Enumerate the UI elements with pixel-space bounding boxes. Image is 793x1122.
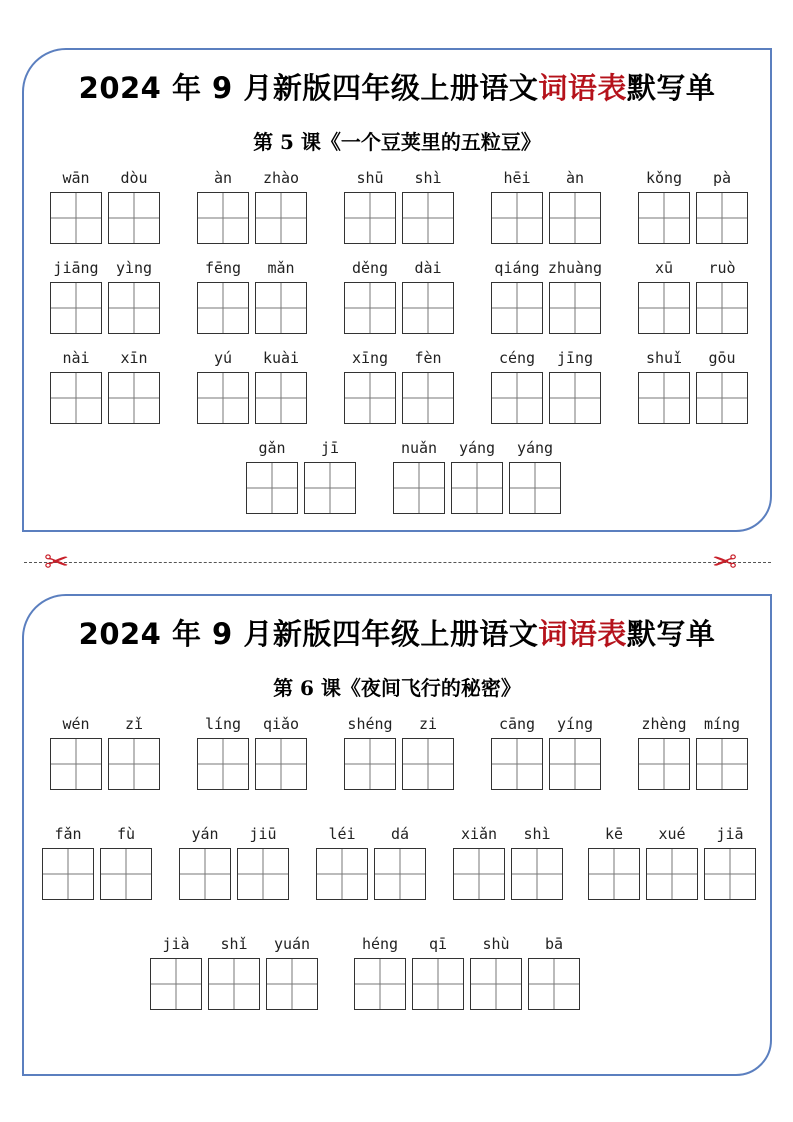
title-prefix: 2024 年 9 月新版四年级上册语文 [78,617,539,651]
character-cell [352,934,408,1010]
writing-box[interactable] [638,738,690,790]
character-cell [526,934,582,1010]
word-item [195,714,311,790]
pinyin-label: shéng [347,715,393,733]
writing-box[interactable] [696,282,748,334]
pinyin-label: dá [390,825,410,843]
pinyin-label: qiǎo [262,715,300,733]
writing-box[interactable] [197,372,249,424]
pinyin-label: dòu [120,169,148,187]
writing-box[interactable] [588,848,640,900]
character-cell [48,348,104,424]
word-item [489,714,605,790]
character-cell [509,824,565,900]
writing-box[interactable] [402,372,454,424]
character-cell [98,824,154,900]
writing-box[interactable] [393,462,445,514]
character-cell [235,824,291,900]
writing-box[interactable] [150,958,202,1010]
lesson-title: 第 5 课《一个豆荚里的五粒豆》 [253,130,541,154]
writing-box[interactable] [491,372,543,424]
character-cell [264,934,320,1010]
pinyin-label: yú [213,349,233,367]
character-cell [391,438,447,514]
pinyin-label: líng [204,715,242,733]
pinyin-label: qī [428,935,448,953]
word-item [489,258,605,334]
pinyin-label: àn [565,169,585,187]
word-item [342,714,458,790]
lesson-title: 第 6 课《夜间飞行的秘密》 [273,676,521,700]
word-item [489,168,605,244]
pinyin-label: àn [213,169,233,187]
pinyin-label: cāng [498,715,536,733]
character-cell [177,824,233,900]
writing-box[interactable] [638,192,690,244]
writing-box[interactable] [402,282,454,334]
title-highlight: 词语表 [538,617,627,651]
pinyin-label: qiáng [494,259,540,277]
word-item [177,824,293,900]
character-cell [400,258,456,334]
character-cell [253,714,309,790]
page-title [24,66,770,107]
pinyin-label: jīng [556,349,594,367]
word-item [48,714,164,790]
writing-box[interactable] [108,282,160,334]
pinyin-label: yán [191,825,219,843]
pinyin-label: fù [116,825,136,843]
writing-box[interactable] [511,848,563,900]
character-cell [507,438,563,514]
pinyin-label: yáng [516,439,554,457]
pinyin-label: dài [414,259,442,277]
word-item [636,714,752,790]
pinyin-label: zi [418,715,438,733]
writing-box[interactable] [266,958,318,1010]
character-cell [586,824,642,900]
character-cell [195,168,251,244]
pinyin-label: gǎn [258,439,286,457]
pinyin-label: zǐ [124,715,144,733]
writing-box[interactable] [646,848,698,900]
writing-box[interactable] [704,848,756,900]
character-cell [195,258,251,334]
pinyin-label: míng [703,715,741,733]
pinyin-label: shì [523,825,551,843]
worksheet-panel-lesson-5 [22,48,772,532]
pinyin-label: shǐ [220,935,248,953]
writing-box[interactable] [470,958,522,1010]
pinyin-label: pà [712,169,732,187]
word-item [586,824,760,900]
writing-box[interactable] [304,462,356,514]
character-cell [489,714,545,790]
pinyin-label: yíng [556,715,594,733]
writing-box[interactable] [402,738,454,790]
character-cell [195,348,251,424]
writing-box[interactable] [491,738,543,790]
pinyin-label: yìng [115,259,153,277]
pinyin-label: xū [654,259,674,277]
pinyin-label: nài [62,349,90,367]
title-suffix: 默写单 [626,617,716,651]
word-item [342,168,458,244]
writing-box[interactable] [549,738,601,790]
title-suffix: 默写单 [626,71,716,105]
character-cell [195,714,251,790]
word-item [636,168,752,244]
writing-box[interactable] [197,738,249,790]
character-cell [636,258,692,334]
pinyin-label: jiāng [53,259,99,277]
character-cell [244,438,300,514]
pinyin-label: jià [162,935,190,953]
writing-box[interactable] [197,282,249,334]
pinyin-label: xīn [120,349,148,367]
pinyin-label: xīng [351,349,389,367]
writing-box[interactable] [549,372,601,424]
character-cell [253,168,309,244]
writing-box[interactable] [638,282,690,334]
pinyin-label: hēi [503,169,531,187]
pinyin-label: ruò [708,259,736,277]
word-item [314,824,430,900]
pinyin-label: wān [62,169,90,187]
pinyin-label: jiā [716,825,744,843]
writing-box[interactable] [108,192,160,244]
writing-box[interactable] [179,848,231,900]
character-cell [468,934,524,1010]
writing-box[interactable] [696,738,748,790]
pinyin-label: xué [658,825,686,843]
pinyin-label: fēng [204,259,242,277]
pinyin-label: zhuàng [547,259,603,277]
pinyin-label: kē [604,825,624,843]
word-item [48,168,164,244]
writing-box[interactable] [491,282,543,334]
writing-box[interactable] [255,738,307,790]
word-item [489,348,605,424]
word-item [40,824,156,900]
pinyin-label: shì [414,169,442,187]
writing-box[interactable] [50,192,102,244]
writing-box[interactable] [208,958,260,1010]
character-cell [694,258,750,334]
character-cell [253,348,309,424]
character-cell [106,348,162,424]
writing-box[interactable] [344,372,396,424]
character-cell [489,168,545,244]
character-cell [48,714,104,790]
character-cell [547,348,603,424]
character-cell [547,168,603,244]
scissors-icon: ✂ [44,545,70,580]
writing-box[interactable] [100,848,152,900]
word-item [342,348,458,424]
character-cell [206,934,262,1010]
character-cell [342,348,398,424]
word-item [195,258,311,334]
word-item [244,438,360,514]
character-cell [400,348,456,424]
character-cell [644,824,700,900]
pinyin-label: fǎn [54,825,82,843]
word-item [195,348,311,424]
pinyin-label: jī [320,439,340,457]
character-cell [400,168,456,244]
writing-box[interactable] [402,192,454,244]
pinyin-label: kǒng [645,169,683,187]
pinyin-label: děng [351,259,389,277]
pinyin-label: yuán [273,935,311,953]
writing-box[interactable] [50,738,102,790]
character-cell [694,714,750,790]
pinyin-label: nuǎn [400,439,438,457]
scissors-icon: ✂ [712,545,738,580]
pinyin-label: mǎn [267,259,295,277]
pinyin-label: shuǐ [645,349,683,367]
writing-box[interactable] [354,958,406,1010]
character-cell [636,168,692,244]
writing-box[interactable] [108,738,160,790]
writing-box[interactable] [42,848,94,900]
writing-box[interactable] [237,848,289,900]
writing-box[interactable] [344,282,396,334]
writing-box[interactable] [255,372,307,424]
character-cell [302,438,358,514]
writing-box[interactable] [50,282,102,334]
pinyin-label: xiǎn [460,825,498,843]
character-cell [636,348,692,424]
writing-box[interactable] [344,192,396,244]
character-cell [106,258,162,334]
writing-box[interactable] [344,738,396,790]
character-cell [636,714,692,790]
writing-box[interactable] [255,282,307,334]
writing-box[interactable] [374,848,426,900]
word-item [195,168,311,244]
character-cell [253,258,309,334]
pinyin-label: jiū [249,825,277,843]
character-cell [694,348,750,424]
pinyin-label: shù [482,935,510,953]
pinyin-label: shū [356,169,384,187]
character-cell [694,168,750,244]
pinyin-label: zhào [262,169,300,187]
pinyin-label: bā [544,935,564,953]
character-cell [372,824,428,900]
character-cell [106,168,162,244]
worksheet-panel-lesson-6 [22,594,772,1076]
word-item [342,258,458,334]
character-cell [410,934,466,1010]
character-cell [314,824,370,900]
writing-box[interactable] [255,192,307,244]
word-item [48,348,164,424]
title-prefix: 2024 年 9 月新版四年级上册语文 [78,71,539,105]
word-item [48,258,164,334]
character-cell [449,438,505,514]
writing-box[interactable] [509,462,561,514]
cut-line [24,562,771,563]
page-title [24,612,770,653]
pinyin-label: fèn [414,349,442,367]
pinyin-label: céng [498,349,536,367]
character-cell [106,714,162,790]
writing-box[interactable] [549,192,601,244]
character-cell [400,714,456,790]
character-cell [489,258,545,334]
character-cell [702,824,758,900]
character-cell [48,168,104,244]
writing-box[interactable] [696,192,748,244]
writing-box[interactable] [638,372,690,424]
pinyin-label: gōu [708,349,736,367]
writing-box[interactable] [491,192,543,244]
character-cell [547,258,603,334]
pinyin-label: héng [361,935,399,953]
writing-box[interactable] [453,848,505,900]
writing-box[interactable] [50,372,102,424]
pinyin-label: wén [62,715,90,733]
title-highlight: 词语表 [538,71,627,105]
character-cell [40,824,96,900]
writing-box[interactable] [412,958,464,1010]
writing-box[interactable] [246,462,298,514]
pinyin-label: zhèng [641,715,687,733]
pinyin-label: léi [328,825,356,843]
character-cell [451,824,507,900]
character-cell [547,714,603,790]
writing-box[interactable] [316,848,368,900]
writing-box[interactable] [451,462,503,514]
word-item [636,348,752,424]
writing-box[interactable] [197,192,249,244]
character-cell [48,258,104,334]
character-cell [489,348,545,424]
character-cell [342,258,398,334]
character-cell [148,934,204,1010]
character-cell [342,168,398,244]
word-item [451,824,567,900]
writing-box[interactable] [696,372,748,424]
word-item [391,438,565,514]
pinyin-label: kuài [262,349,300,367]
word-item [148,934,322,1010]
pinyin-label: yáng [458,439,496,457]
writing-box[interactable] [108,372,160,424]
word-item [352,934,584,1010]
character-cell [342,714,398,790]
writing-box[interactable] [549,282,601,334]
word-item [636,258,752,334]
writing-box[interactable] [528,958,580,1010]
